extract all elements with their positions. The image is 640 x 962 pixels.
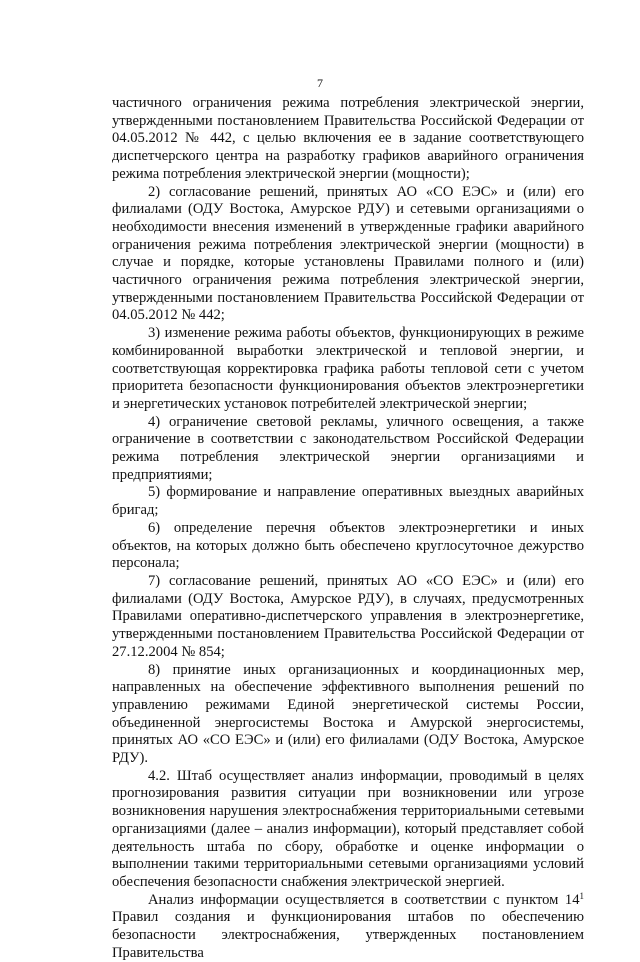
paragraph: 4) ограничение световой рекламы, уличного освещения, а также ограничение в соответствии с законодательством Российской Федерации режима потребления электрической энергии организациями и предприятиями; <box>112 413 584 483</box>
paragraph: 2) согласование решений, принятых АО «СО ЕЭС» и (или) его филиалами (ОДУ Востока, Амурское РДУ) и сетевыми организациями о необходимости внесения изменений в утвержденные графики аварийного ограничения режима потребления электрической энергии (мощности) в случае и порядке, которые установлены Правилами полного и (или) частичного ограничения режима потребления электрической энергии, утвержденными постановлением Правительства Российской Федерации от 04.05.2012 № 442; <box>112 183 584 324</box>
paragraph-continued <box>112 892 584 962</box>
paragraph: частичного ограничения режима потребления электрической энергии, утвержденными постановлением Правительства Российской Федерации от 04.05.2012 № 442, с целью включения ее в задание соответствующего диспетчерского центра на разработку графиков аварийного ограничения режима потребления электрической энергии (мощности); <box>112 95 584 182</box>
paragraph: 3) изменение режима работы объектов, функционирующих в режиме комбинированной выработки электрической и тепловой энергии, и соответствующая корректировка графика работы тепловой сети с учетом приоритета безопасности функционирования объектов электроэнергетики и энергетических установок потребителей электрической энергии; <box>112 325 584 412</box>
paragraph-text: Анализ информации осуществляется в соответствии с пунктом 14 <box>148 891 580 908</box>
paragraph: 4.2. Штаб осуществляет анализ информации, проводимый в целях прогнозирования развития ситуации при возникновении или угрозе возникновения нарушения электроснабжения территориальными сетевыми организациями (далее – анализ информации), который представляет собой деятельность штаба по сбору, обработке и оценке информации о выполнении такими территориальными сетевыми организациями условий обеспечения безопасности снабжения электрической энергией. <box>112 767 584 890</box>
footnote-superscript: 1 <box>579 890 584 901</box>
paragraph: 8) принятие иных организационных и координационных мер, направленных на обеспечение эффективного выполнения решений по управлению режимами Единой энергетической системы России, объединенной энергосистемы Востока и Амурской энергосистемы, принятых АО «СО ЕЭС» и (или) его филиалами (ОДУ Востока, Амурское РДУ). <box>112 661 584 767</box>
paragraph: 6) определение перечня объектов электроэнергетики и иных объектов, на которых должно быть обеспечено круглосуточное дежурство персонала; <box>112 519 584 572</box>
document-body <box>112 95 584 962</box>
paragraph: 7) согласование решений, принятых АО «СО ЕЭС» и (или) его филиалами (ОДУ Востока, Амурское РДУ), в случаях, предусмотренных Правилами оперативно-диспетчерского управления в электроэнергетике, утвержденными постановлением Правительства Российской Федерации от 27.12.2004 № 854; <box>112 572 584 660</box>
paragraph: 5) формирование и направление оперативных выездных аварийных бригад; <box>112 484 584 519</box>
page-number: 7 <box>317 76 323 90</box>
paragraph-text: Правил создания и функционирования штабов по обеспечению безопасности электроснабжения, утвержденных постановлением Правительства <box>112 909 584 961</box>
